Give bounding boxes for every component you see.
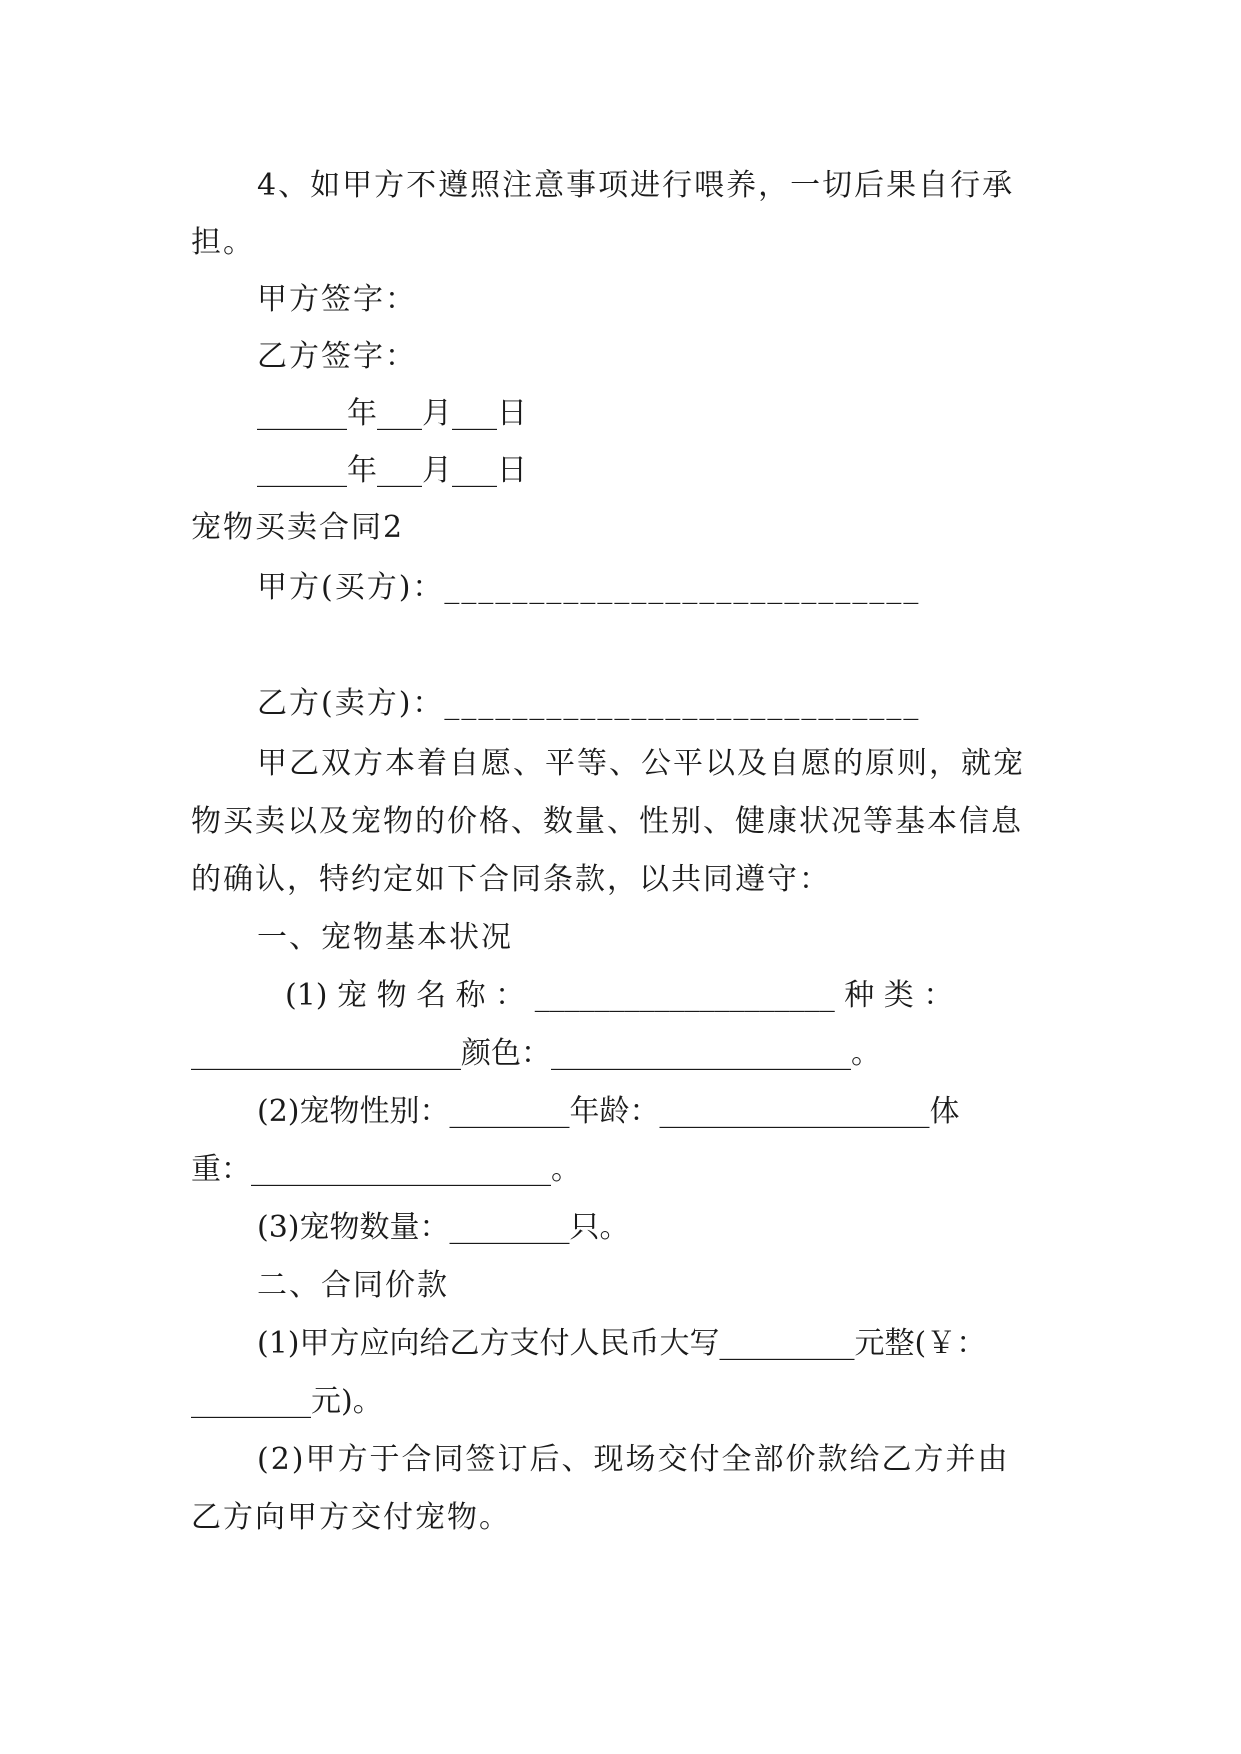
section-1-heading: 一、宠物基本状况 — [257, 920, 513, 955]
clause-4-line-1: 4、如甲方不遵照注意事项进行喂养，一切后果自行承 — [257, 168, 1015, 203]
preamble-line-1: 甲乙双方本着自愿、平等、公平以及自愿的原则，就宠 — [257, 746, 1025, 781]
preamble-line-3: 的确认，特约定如下合同条款，以共同遵守： — [191, 862, 831, 897]
seller-field: 乙方(卖方)：____________________________ — [257, 686, 921, 721]
contract-2-title: 宠物买卖合同2 — [191, 510, 405, 545]
pet-name-type-field: (1) 宠 物 名 称 ： ____________________ 种 类 ： — [285, 978, 954, 1013]
preamble-line-2: 物买卖以及宠物的价格、数量、性别、健康状况等基本信息 — [191, 804, 1023, 839]
party-b-signature-label: 乙方签字： — [257, 339, 417, 374]
pet-quantity-field: (3)宠物数量：________只。 — [257, 1210, 630, 1245]
pet-weight-field: 重：____________________。 — [191, 1152, 581, 1187]
pet-sex-age-field: (2)宠物性别：________年龄：__________________体 — [257, 1094, 960, 1129]
party-a-signature-label: 甲方签字： — [257, 282, 417, 317]
pet-color-field: __________________颜色：____________________。 — [191, 1036, 881, 1071]
section-2-heading: 二、合同价款 — [257, 1268, 449, 1303]
date-line-2: ______年___月___日 — [257, 453, 527, 488]
payment-line-1: (2)甲方于合同签订后、现场交付全部价款给乙方并由 — [257, 1442, 1010, 1477]
price-line-2: ________元)。 — [191, 1384, 383, 1419]
date-line-1: ______年___月___日 — [257, 396, 527, 431]
clause-4-line-2: 担。 — [191, 225, 255, 260]
buyer-field: 甲方(买方)：____________________________ — [257, 570, 921, 605]
payment-line-2: 乙方向甲方交付宠物。 — [191, 1500, 511, 1535]
price-line-1: (1)甲方应向给乙方支付人民币大写_________元整(￥： — [257, 1326, 987, 1361]
